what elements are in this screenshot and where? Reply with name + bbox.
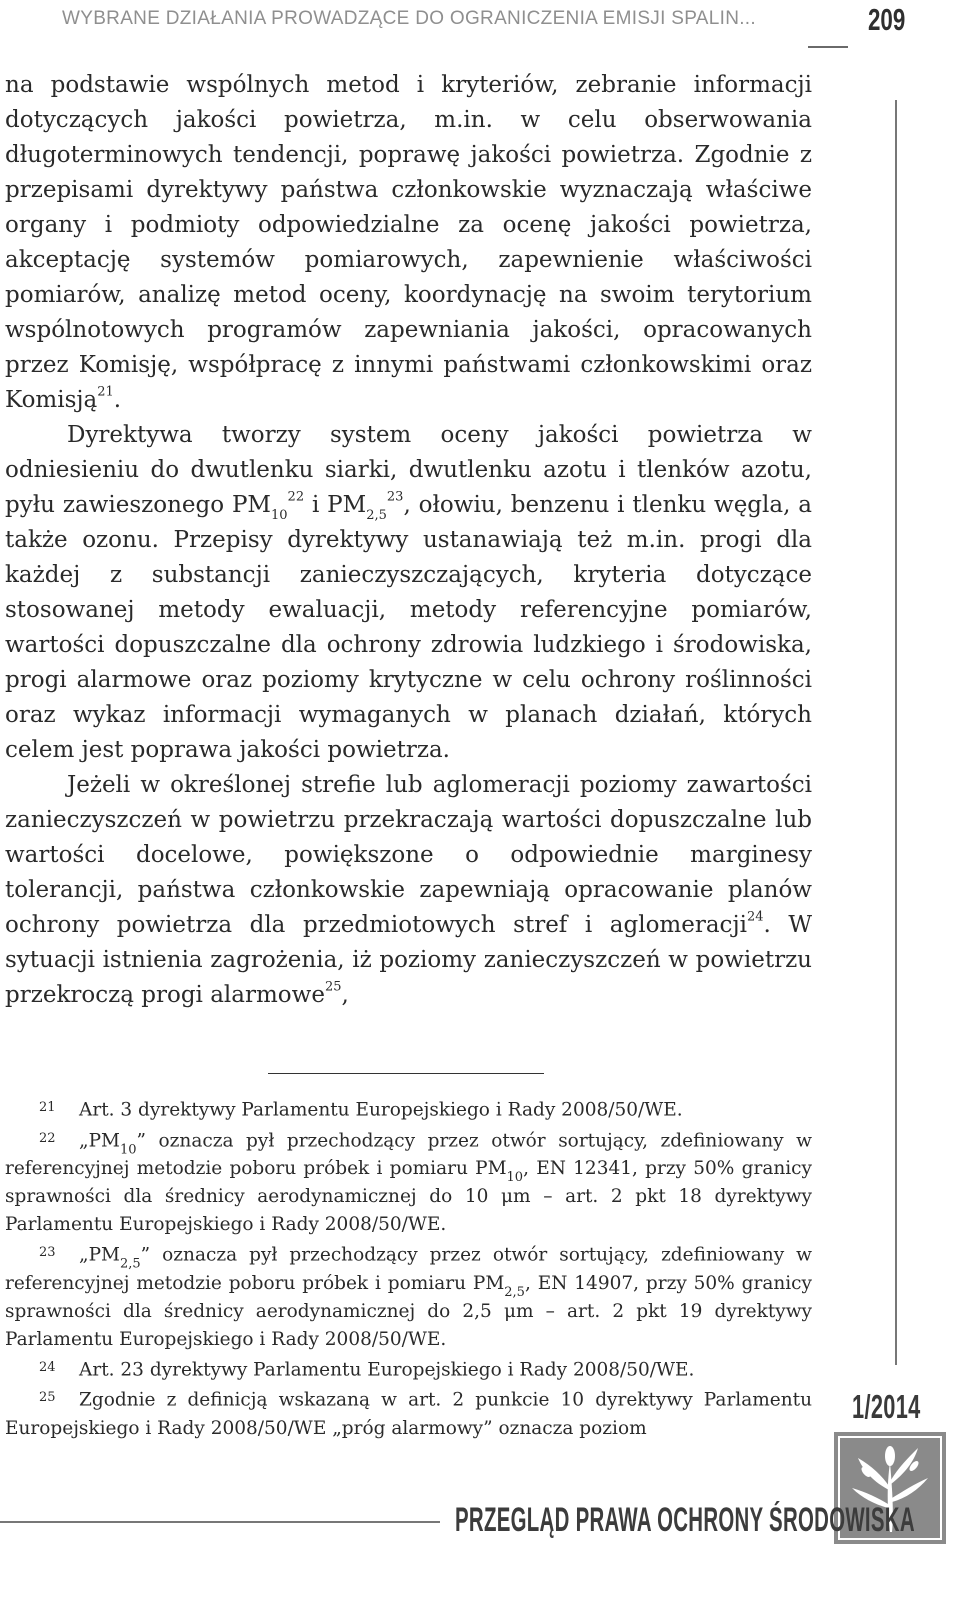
margin-rule: [895, 100, 897, 1365]
text: ,: [341, 982, 349, 1008]
text: .: [113, 387, 122, 413]
text: Dyrektywa tworzy system oceny jakości powietrza w odniesieniu do dwutlenku siarki, dwutlenku azotu i tlenków azotu, pyłu zawieszonego PM: [5, 422, 812, 518]
running-title: WYBRANE DZIAŁANIA PROWADZĄCE DO OGRANICZENIA EMISJI SPALIN...: [62, 8, 756, 29]
text: na podstawie wspólnych metod i kryteriów, zebranie informacji dotyczących jakości powietrza, m.in. w celu obserwowania długoterminowych tendencji, poprawę jakości powietrza. Zgodnie z przepisami dyrektywy państwa członkowskie wyznaczają właściwe organy i podmioty odpowiedzialne za ocenę jakości powietrza, akceptację systemów pomiarowych, zapewnienie właściwości pomiarów, analizę metod oceny, koordynację na swoim terytorium wspólnotowych programów zapewniania jakości, opracowanych przez Komisję, współpracę z innymi państwami członkowskimi oraz Komisją: [5, 72, 812, 413]
paragraph-1: [5, 68, 812, 418]
text: . W sytuacji istnienia zagrożenia, iż poziomy zanieczyszczeń w powietrzu przekroczą progi alarmowe: [5, 912, 812, 1008]
journal-title: PRZEGLĄD PRAWA OCHRONY ŚRODOWISKA: [455, 1501, 915, 1539]
subscript: 2,5: [504, 1284, 525, 1300]
footnote-24: [5, 1354, 812, 1385]
footnote-ref-25[interactable]: 25: [324, 979, 342, 995]
text: i PM: [304, 492, 367, 518]
paragraph-2: [5, 418, 812, 768]
footnote-text: Zgodnie z definicją wskazaną w art. 2 punkcie 10 dyrektywy Parlamentu Europejskiego i Rady 2008/50/WE „próg alarmowy” oznacza poziom: [5, 1389, 812, 1439]
footer-rule: [0, 1521, 440, 1523]
footnote-text: , EN 14907, przy 50% granicy sprawności dla średnicy aerodynamicznej do 2,5 μm – art. 2 pkt 19 dyrektywy Parlamentu Europejskiego i Rady 2008/50/WE.: [5, 1272, 812, 1350]
text: , ołowiu, benzenu i tlenku węgla, a także ozonu. Przepisy dyrektywy ustanawiają też m.in. progi dla każdej z substancji zanieczyszczających, kryteria dotyczące stosowanej metody ewaluacji, metody referencyjne pomiarów, wartości dopuszczalne dla ochrony zdrowia ludzkiego i środowiska, progi alarmowe oraz poziomy krytyczne w celu ochrony roślinności oraz wykaz informacji wymaganych w planach działań, których celem jest poprawa jakości powietrza.: [5, 492, 812, 763]
footnote-ref-23[interactable]: 23: [386, 489, 404, 505]
footnote-text: „PM: [79, 1244, 120, 1266]
footnote-ref-24[interactable]: 24: [746, 909, 764, 925]
main-text: [5, 68, 812, 1013]
footnote-number: 24: [39, 1359, 56, 1375]
footnote-25: [5, 1384, 812, 1443]
footnote-separator: [268, 1073, 544, 1074]
page-number: 209: [868, 2, 906, 37]
footnote-ref-22[interactable]: 22: [287, 489, 305, 505]
footnote-number: 22: [39, 1130, 56, 1146]
footnote-text: „PM: [79, 1130, 120, 1152]
footnote-text: Art. 23 dyrektywy Parlamentu Europejskiego i Rady 2008/50/WE.: [79, 1359, 695, 1381]
issue-number: 1/2014: [852, 1388, 921, 1425]
footnotes: [5, 1094, 812, 1443]
footnote-22: [5, 1125, 812, 1240]
footnote-number: 25: [39, 1390, 56, 1406]
footnote-21: [5, 1094, 812, 1125]
footnote-23: [5, 1239, 812, 1354]
footnote-number: 21: [39, 1100, 56, 1115]
subscript: 2,5: [119, 1256, 141, 1272]
paragraph-3: [5, 768, 812, 1013]
text: Jeżeli w określonej strefie lub aglomeracji poziomy zawartości zanieczyszczeń w powietrzu przekraczają wartości dopuszczalne lub wartości docelowe, powiększone o odpowiednie marginesy tolerancji, państwa członkowskie zapewniają opracowanie planów ochrony powietrza dla przedmiotowych stref i aglomeracji: [5, 772, 812, 938]
subscript: 2,5: [366, 508, 387, 524]
header-rule: [808, 46, 848, 48]
footnote-text: ” oznacza pył przechodzący przez otwór sortujący, zdefiniowany w referencyjnej metodzie poboru próbek i pomiaru PM: [5, 1130, 812, 1180]
subscript: 10: [506, 1170, 524, 1186]
footnote-text: ” oznacza pył przechodzący przez otwór sortujący, zdefiniowany w referencyjnej metodzie poboru próbek i pomiaru PM: [5, 1244, 812, 1294]
footnote-number: 23: [39, 1245, 56, 1261]
subscript: 10: [119, 1142, 137, 1158]
footnote-text: , EN 12341, przy 50% granicy sprawności dla średnicy aerodynamicznej do 10 μm – art. 2 pkt 18 dyrektywy Parlamentu Europejskiego i Rady 2008/50/WE.: [5, 1158, 812, 1236]
subscript: 10: [271, 508, 288, 524]
footnote-ref-21[interactable]: 21: [97, 384, 114, 400]
footnote-text: Art. 3 dyrektywy Parlamentu Europejskiego i Rady 2008/50/WE.: [79, 1099, 683, 1121]
